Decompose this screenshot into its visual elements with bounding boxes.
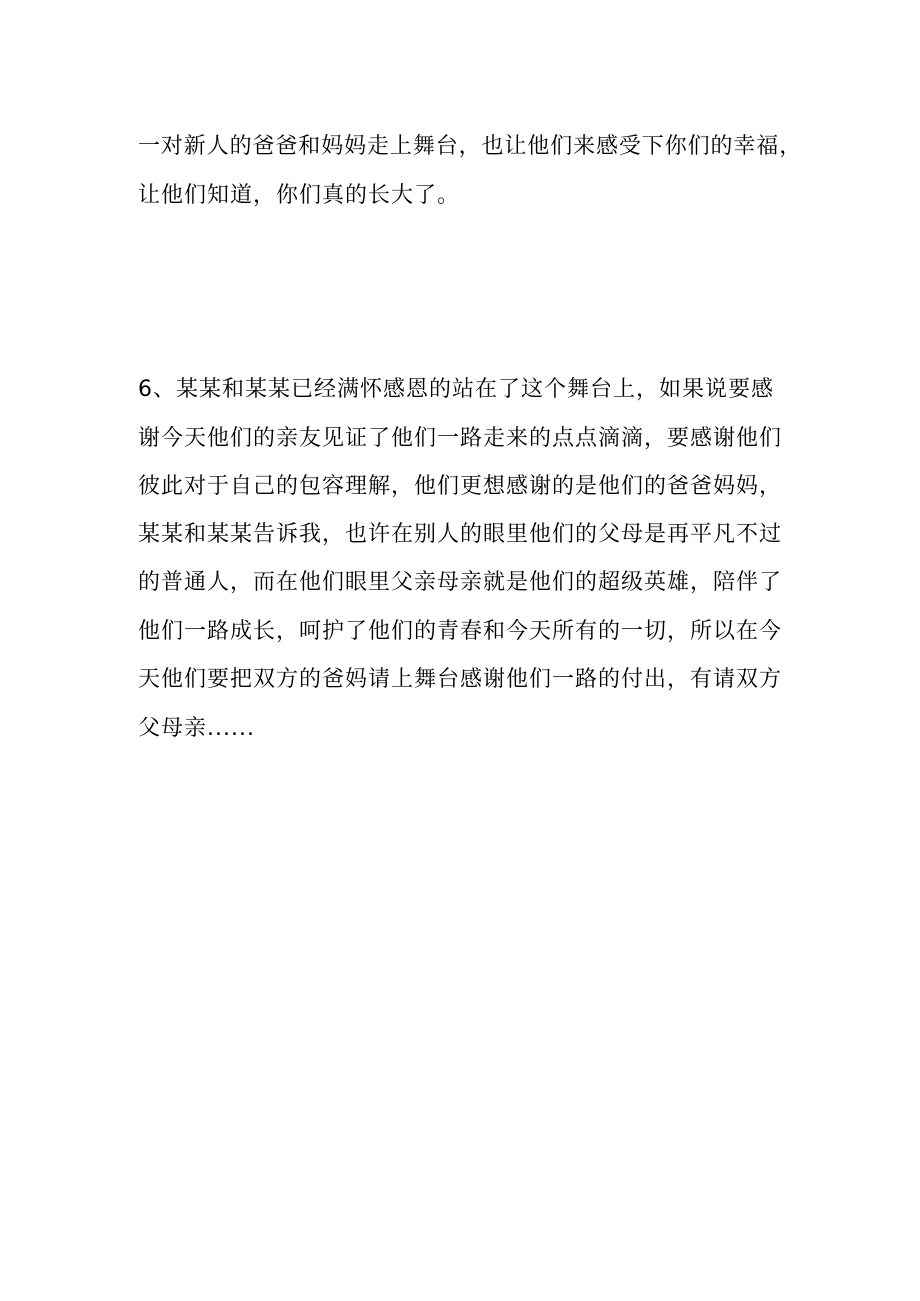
text-line: 彼此对于自己的包容理解，他们更想感谢的是他们的爸爸妈妈， bbox=[138, 474, 783, 499]
text-line: 天他们要把双方的爸妈请上舞台感谢他们一路的付出，有请双方 bbox=[138, 667, 783, 692]
text-line: 某某和某某告诉我，也许在别人的眼里他们的父母是再平凡不过 bbox=[138, 522, 783, 547]
text-line: 父母亲...... bbox=[138, 716, 255, 741]
text-line: 让他们知道，你们真的长大了。 bbox=[138, 183, 461, 208]
text-line: 6、某某和某某已经满怀感恩的站在了这个舞台上，如果说要感 bbox=[138, 377, 774, 402]
text-line: 一对新人的爸爸和妈妈走上舞台，也让他们来感受下你们的幸福， bbox=[138, 134, 803, 159]
text-line: 他们一路成长，呵护了他们的青春和今天所有的一切，所以在今 bbox=[138, 619, 783, 644]
text-line: 的普通人，而在他们眼里父亲母亲就是他们的超级英雄，陪伴了 bbox=[138, 570, 783, 595]
text-line: 谢今天他们的亲友见证了他们一路走来的点点滴滴，要感谢他们 bbox=[138, 426, 783, 451]
